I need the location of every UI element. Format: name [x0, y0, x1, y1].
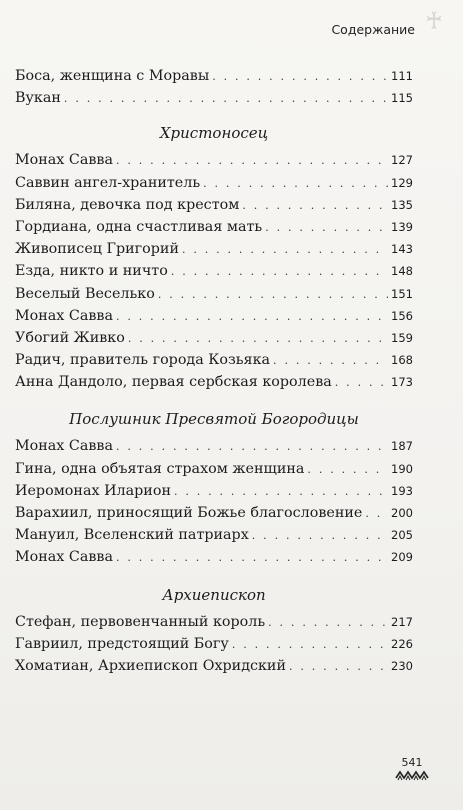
dot-leader	[335, 376, 388, 389]
dot-leader	[182, 243, 388, 256]
toc-entry	[15, 175, 413, 197]
toc-entry-title: Саввин ангел-хранитель	[15, 174, 201, 191]
toc-entry-title: Варахиил, приносящий Божье благословение	[15, 505, 363, 521]
toc-entry-title: Гина, одна объятая страхом женщина	[15, 460, 305, 477]
toc-entry	[15, 549, 413, 571]
dot-leader	[116, 310, 388, 323]
dot-leader	[252, 529, 388, 542]
toc-entry-title: Радич, правитель города Козьяка	[15, 352, 271, 369]
toc-entry-page: 159	[391, 330, 413, 345]
toc-entry-page: 193	[391, 483, 413, 498]
toc-entry-page: 143	[391, 242, 413, 257]
toc-entry-page: 111	[391, 69, 413, 83]
dot-leader	[212, 70, 388, 83]
toc-entry	[15, 438, 413, 460]
toc-entry	[15, 352, 413, 374]
toc-entry-title: Мануил, Вселенский патриарх	[15, 527, 249, 544]
dot-leader	[268, 616, 388, 629]
running-head: Содержание	[331, 22, 415, 37]
dot-leader	[265, 221, 388, 234]
toc-entry	[15, 614, 413, 636]
toc-entry	[15, 505, 413, 527]
dot-leader	[64, 92, 388, 105]
toc-group	[15, 408, 413, 571]
toc-group	[15, 584, 413, 681]
page-number: 541	[401, 756, 423, 769]
toc-entry	[15, 636, 413, 658]
toc-entry-title: Живописец Григорий	[15, 241, 179, 258]
dot-leader	[174, 485, 388, 498]
toc-entry	[15, 219, 413, 241]
toc-entry-page: 226	[391, 636, 413, 651]
toc-entry-title: Монах Савва	[15, 152, 113, 169]
toc-entry-title: Монах Савва	[15, 438, 113, 455]
toc-entry-page: 173	[391, 375, 413, 390]
toc-entry-page: 209	[391, 550, 413, 565]
section-heading: Архиепископ	[162, 585, 266, 604]
dot-leader	[158, 288, 388, 301]
toc-entry-page: 200	[391, 506, 413, 520]
dot-leader	[171, 265, 388, 278]
toc-entry-title: Убогий Живко	[15, 329, 125, 346]
toc-entry-page: 168	[391, 353, 413, 368]
section-heading: Послушник Пресвятой Богородицы	[69, 410, 359, 429]
toc-entry-title: Езда, никто и ничто	[15, 263, 168, 280]
toc-group	[15, 122, 413, 396]
toc-entry	[15, 68, 413, 90]
toc-entry-title: Вукан	[15, 90, 61, 107]
toc-entry	[15, 527, 413, 549]
toc-entry-title: Монах Савва	[15, 549, 113, 566]
toc-entry-page: 148	[391, 264, 413, 279]
dot-leader	[116, 440, 388, 453]
toc-entry-page: 127	[391, 153, 413, 168]
toc-entry-title: Гордиана, одна счастливая мать	[15, 218, 263, 235]
dot-leader	[116, 154, 388, 167]
toc-entry-page: 217	[391, 614, 413, 629]
toc-entry-title: Веселый Веселько	[15, 285, 155, 302]
toc-entry	[15, 152, 413, 174]
toc-entry-page: 156	[391, 308, 413, 323]
toc-entry-page: 139	[391, 219, 413, 234]
toc-entry-page: 151	[391, 286, 413, 301]
toc-entry-title: Стефан, первовенчанный король	[15, 613, 266, 630]
toc-entry	[15, 483, 413, 505]
dot-leader	[242, 199, 388, 212]
toc-entry	[15, 374, 413, 396]
toc-entry-page: 190	[391, 461, 413, 476]
toc-entry-page: 187	[391, 439, 413, 454]
dot-leader	[307, 463, 388, 476]
toc-entry-title: Гавриил, предстоящий Богу	[15, 635, 229, 652]
toc-entry	[15, 263, 413, 285]
toc-entry-title: Биляна, девочка под крестом	[15, 196, 240, 213]
toc-entry-title: Хоматиан, Архиепископ Охридский	[15, 657, 286, 674]
toc-entry-title: Монах Савва	[15, 307, 113, 324]
toc-entry-title: Иеромонах Иларион	[15, 482, 171, 499]
dot-leader	[232, 638, 388, 651]
toc-entry-title: Боса, женщина с Моравы	[15, 68, 210, 84]
section-heading: Христоносец	[159, 124, 269, 143]
toc-entry-page: 205	[391, 528, 413, 543]
toc-entry-page: 135	[391, 197, 413, 212]
dot-leader	[116, 551, 388, 564]
wave-ornament-icon	[395, 769, 429, 781]
corner-ornament-icon: ♰	[425, 7, 443, 35]
dot-leader	[203, 177, 388, 190]
toc-entry-page: 115	[391, 91, 413, 106]
toc-entry	[15, 241, 413, 263]
toc-entry-page: 230	[391, 658, 413, 673]
toc-entry	[15, 286, 413, 308]
toc-entry	[15, 658, 413, 680]
toc-group	[15, 68, 413, 112]
toc-entry	[15, 308, 413, 330]
dot-leader	[289, 660, 388, 673]
toc-entry-page: 129	[391, 175, 413, 190]
toc-entry	[15, 330, 413, 352]
toc-entry-title: Анна Дандоло, первая сербская королева	[15, 374, 332, 391]
toc-entry	[15, 197, 413, 219]
dot-leader	[365, 507, 388, 520]
toc-entry	[15, 461, 413, 483]
dot-leader	[273, 354, 388, 367]
toc-entry	[15, 90, 413, 112]
table-of-contents	[15, 68, 413, 680]
dot-leader	[128, 332, 388, 345]
